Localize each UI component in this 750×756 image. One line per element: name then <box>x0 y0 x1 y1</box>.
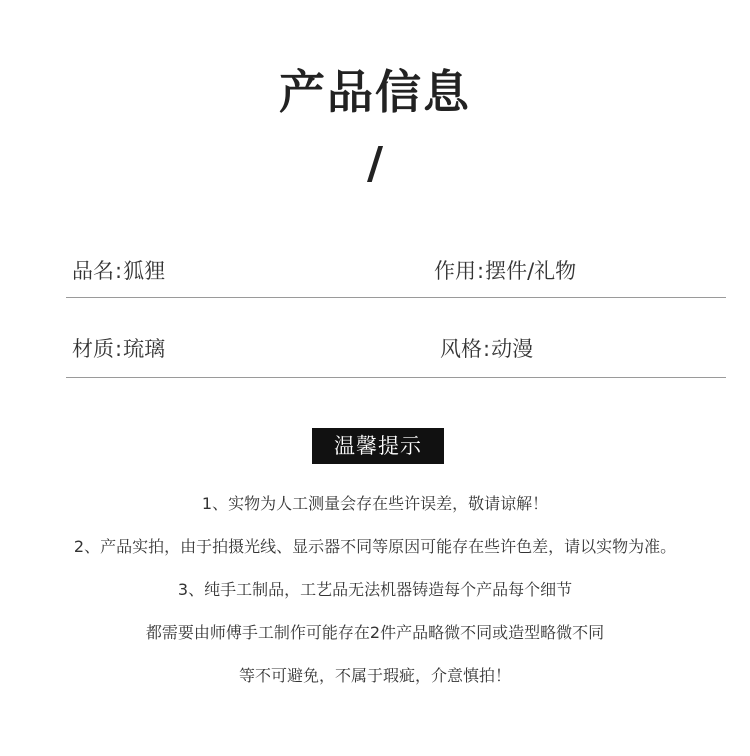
info-style-value: 动漫 <box>491 337 534 361</box>
info-use <box>434 256 576 286</box>
notice-line-5: 等不可避免，不属于瑕疵，介意慎拍！ <box>238 666 511 685</box>
info-material-value: 琉璃 <box>123 337 166 361</box>
notice-line-4: 都需要由师傅手工制作可能存在2件产品略微不同或造型略微不同 <box>145 623 605 642</box>
info-divider-1 <box>66 297 726 298</box>
info-use-separator: : <box>477 259 485 283</box>
info-use-label: 作用 <box>434 259 476 283</box>
info-name-label: 品名 <box>72 259 114 283</box>
info-name-value: 狐狸 <box>123 259 166 283</box>
notice-line-2: 2、产品实拍，由于拍摄光线、显示器不同等原因可能存在些许色差，请以实物为准。 <box>73 537 677 556</box>
info-material-separator: : <box>115 337 123 361</box>
info-divider-2 <box>66 377 726 378</box>
info-style-label: 风格 <box>440 337 482 361</box>
notice-line-3: 3、纯手工制品，工艺品无法机器铸造每个产品每个细节 <box>177 580 573 599</box>
page-title: 产品信息 <box>279 65 471 119</box>
info-material-label: 材质 <box>72 337 114 361</box>
info-style <box>440 334 533 364</box>
info-style-separator: : <box>483 337 491 361</box>
info-use-value: 摆件/礼物 <box>485 259 577 283</box>
notice-line-1: 1、实物为人工测量会存在些许误差，敬请谅解！ <box>201 494 549 513</box>
info-name-separator: : <box>115 259 123 283</box>
title-slash-decoration: / <box>366 138 384 189</box>
info-material <box>72 334 165 364</box>
notice-title-badge: 温馨提示 <box>312 428 444 464</box>
info-name <box>72 256 165 286</box>
